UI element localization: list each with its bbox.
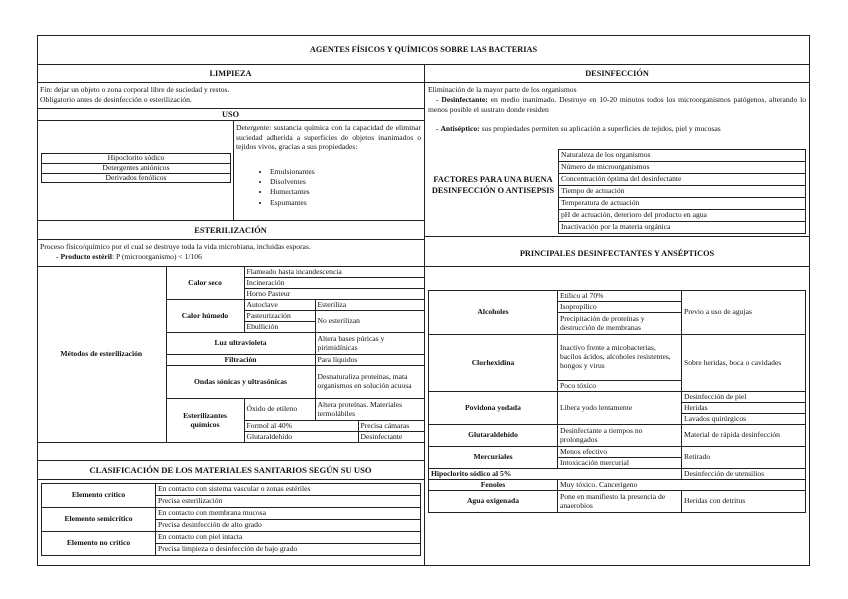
- column-divider: [424, 65, 425, 566]
- luz-uv-label: Luz ultravioleta: [166, 333, 315, 355]
- producto-item: Detergentes aniónicos: [42, 163, 231, 173]
- oxido-etileno: Óxido de etileno: [244, 399, 315, 421]
- desinfeccion-line1: Eliminación de la mayor parte de los organismos: [428, 85, 577, 94]
- propiedad-item: • Emulsionantes: [270, 167, 421, 177]
- factor-item: Tiempo de actuación: [559, 186, 806, 198]
- limpieza-obligatorio: Obligatorio antes de desinfección o esterilización.: [40, 95, 192, 104]
- mercuriales-item: Intoxicación mercurial: [558, 458, 682, 469]
- page-title: AGENTES FÍSICOS Y QUÍMICOS SOBRE LAS BACTERIAS: [37, 35, 810, 65]
- clasificacion-contacto: En contacto con piel intacta: [156, 532, 421, 544]
- clasificacion-contacto: En contacto con sistema vascular o zonas estériles: [156, 484, 421, 496]
- mercuriales-label: Mercuriales: [429, 447, 558, 469]
- uso-heading: USO: [37, 108, 424, 121]
- desinfectante-text: en medio inanimado. Destruye en 10-20 minutos todos los microorganismos patógenos, alterando lo menos posible el sustrato donde residen: [428, 95, 807, 114]
- producto-esteril-label: Producto estéril: [60, 252, 112, 261]
- desinfectante-def: - Desinfectante: en medio inanimado. Destruye en 10-20 minutos todos los microorganismos patógenos, alterando lo menos posible el sustrato donde residen: [428, 95, 807, 114]
- desinfectante-label: Desinfectante:: [441, 95, 488, 104]
- calor-seco-item: Incineración: [244, 278, 424, 289]
- propiedad-item: • Espumantes: [270, 198, 421, 208]
- oxido-desc: Altera proteínas. Materiales termolábiles: [315, 399, 424, 421]
- glutaraldehido-est-desc: Desinfectante: [358, 432, 424, 443]
- clorhexidina-toxico: Poco tóxico: [558, 381, 682, 392]
- calor-seco-item: Flameado hasta incandescencia: [244, 267, 424, 278]
- povidona-desc: Libera yodo lentamente: [558, 392, 682, 425]
- povidona-label: Povidona yodada: [429, 392, 558, 425]
- factor-item: pH de actuación, deterioro del producto en agua: [559, 210, 806, 222]
- divider: [424, 236, 810, 237]
- esteriliza: Esteriliza: [315, 300, 424, 311]
- clasificacion-label: Elemento crítico: [42, 484, 156, 508]
- povidona-uso: Heridas: [682, 403, 806, 414]
- glutaraldehido-uso: Material de rápida desinfección: [682, 425, 806, 447]
- principales-heading: PRINCIPALES DESINFECTANTES Y ANSÉPTICOS: [519, 248, 715, 258]
- luz-uv-desc: Altera bases púricas y pirimidínicas: [315, 333, 424, 355]
- ondas-desc: Desnaturaliza proteínas, mata organismos en solución acuosa: [315, 366, 424, 399]
- uso-divider: [233, 121, 234, 220]
- clorhexidina-label: Clorhexidina: [429, 335, 558, 392]
- mercuriales-item: Menos efectivo: [558, 447, 682, 458]
- desinfeccion-heading: DESINFECCIÓN: [424, 65, 810, 83]
- antiseptico-label: Antiséptico:: [440, 124, 480, 133]
- no-esterilizan: No esterilizan: [315, 311, 424, 333]
- glutaraldehido-label: Glutaraldehído: [429, 425, 558, 447]
- hipoclorito-uso: Desinfección de utensilios: [682, 469, 806, 480]
- detergente-text: Detergente: sustancia química con la capacidad de eliminar suciedad adherida a superficies de objetos inanimados o tejidos vivos, gracias a sus propiedades:: [236, 123, 421, 152]
- metodos-table: [37, 266, 424, 443]
- alcoholes-uso: Previo a uso de agujas: [682, 291, 806, 335]
- hipoclorito-label: Hipoclorito sódico al 5%: [429, 469, 682, 480]
- fenoles-label: Fenoles: [429, 480, 558, 491]
- clorhexidina-desc: Inactivo frente a micobacterias, bacilos ácidos, alcoholes resistentes, hongos y virus: [558, 335, 682, 381]
- clasificacion-precisa: Precisa desinfección de alto grado: [156, 520, 421, 532]
- calor-humedo-label: Calor húmedo: [166, 300, 244, 333]
- propiedades-list: [236, 167, 421, 208]
- factor-item: Número de microorganismos: [559, 162, 806, 174]
- clasificacion-precisa: Precisa esterilización: [156, 496, 421, 508]
- factor-item: Naturaleza de los organismos: [559, 150, 806, 162]
- limpieza-fin: Fin: dejar un objeto o zona corporal libre de suciedad y restos.: [40, 85, 230, 94]
- clasificacion-contacto: En contacto con membrana mucosa: [156, 508, 421, 520]
- propiedad-item: • Disolventes: [270, 177, 421, 187]
- esterilizacion-proceso: Proceso físico/químico por el cual se destruye toda la vida microbiana, incluidas esporas.: [40, 242, 311, 251]
- ondas-label: Ondas sónicas y ultrasónicas: [166, 366, 315, 399]
- clasificacion-precisa: Precisa limpieza o desinfección de bajo grado: [156, 544, 421, 556]
- formol-desc: Precisa cámaras: [358, 421, 424, 432]
- agua-desc: Pone en manifiesto la presencia de anaerobios: [558, 491, 682, 513]
- glutaraldehido-desc: Desinfectante a tiempos no prolongados: [558, 425, 682, 447]
- ebullicion: Ebullición: [244, 322, 315, 333]
- glutaraldehido-est: Glutaraldehído: [244, 432, 358, 443]
- antiseptico-def: - Antiséptico: sus propiedades permiten su aplicación a superficies de tejidos, piel y mucosas: [436, 124, 721, 133]
- propiedad-item: • Humectantes: [270, 187, 421, 197]
- clasificacion-heading: CLASIFICACIÓN DE LOS MATERIALES SANITARIOS SEGÚN SU USO: [37, 460, 424, 480]
- calor-seco-label: Calor seco: [166, 267, 244, 300]
- alcoholes-label: Alcoholes: [429, 291, 558, 335]
- clorhexidina-uso: Sobre heridas, boca o cavidades: [682, 335, 806, 392]
- factores-label: FACTORES PARA UNA BUENA DESINFECCIÓN O ANTISEPSIS: [431, 175, 555, 195]
- productos-table: [41, 153, 231, 183]
- clasificacion-label: Elemento semicrítico: [42, 508, 156, 532]
- agua-uso: Heridas con detritus: [682, 491, 806, 513]
- clasificacion-table: [41, 483, 421, 556]
- producto-esteril: - Producto estéril: P (microorganismo) < 1/106: [56, 252, 202, 261]
- producto-item: Derivados fenólicos: [42, 173, 231, 183]
- alcoholes-item: Precipitación de proteínas y destrucción de membranas: [558, 313, 682, 335]
- producto-esteril-text: : P (microorganismo) < 1/106: [111, 252, 202, 261]
- mercuriales-uso: Retirado: [682, 447, 806, 469]
- calor-seco-item: Horno Pasteur: [244, 289, 424, 300]
- povidona-uso: Lavados quirúrgicos: [682, 414, 806, 425]
- factor-item: Inactivación por la materia orgánica: [559, 222, 806, 234]
- povidona-uso: Desinfección de piel: [682, 392, 806, 403]
- factor-item: Concentración óptima del desinfectante: [559, 174, 806, 186]
- formol: Formol al 40%: [244, 421, 358, 432]
- pasteurizacion: Pasteurización: [244, 311, 315, 322]
- esterilizacion-heading: ESTERILIZACIÓN: [37, 220, 424, 240]
- quimicos-label: Esterilizantes químicos: [166, 399, 244, 443]
- principales-table: [428, 290, 806, 513]
- antiseptico-text: sus propiedades permiten su aplicación a superficies de tejidos, piel y mucosas: [481, 124, 721, 133]
- limpieza-heading: LIMPIEZA: [37, 65, 424, 83]
- alcoholes-item: Etílico al 70%: [558, 291, 682, 302]
- clasificacion-label: Elemento no crítico: [42, 532, 156, 556]
- autoclave: Autoclave: [244, 300, 315, 311]
- divider: [424, 266, 810, 267]
- fenoles-desc: Muy tóxico. Cancerígeno: [558, 480, 806, 491]
- producto-item: Hipoclorito sódico: [42, 154, 231, 164]
- metodos-label: Métodos de esterilización: [37, 267, 166, 443]
- factores-table: [558, 149, 806, 234]
- agua-label: Agua oxigenada: [429, 491, 558, 513]
- filtracion-desc: Para líquidos: [315, 355, 424, 366]
- alcoholes-item: Isopropílico: [558, 302, 682, 313]
- factor-item: Temperatura de actuación: [559, 198, 806, 210]
- filtracion-label: Filtración: [166, 355, 315, 366]
